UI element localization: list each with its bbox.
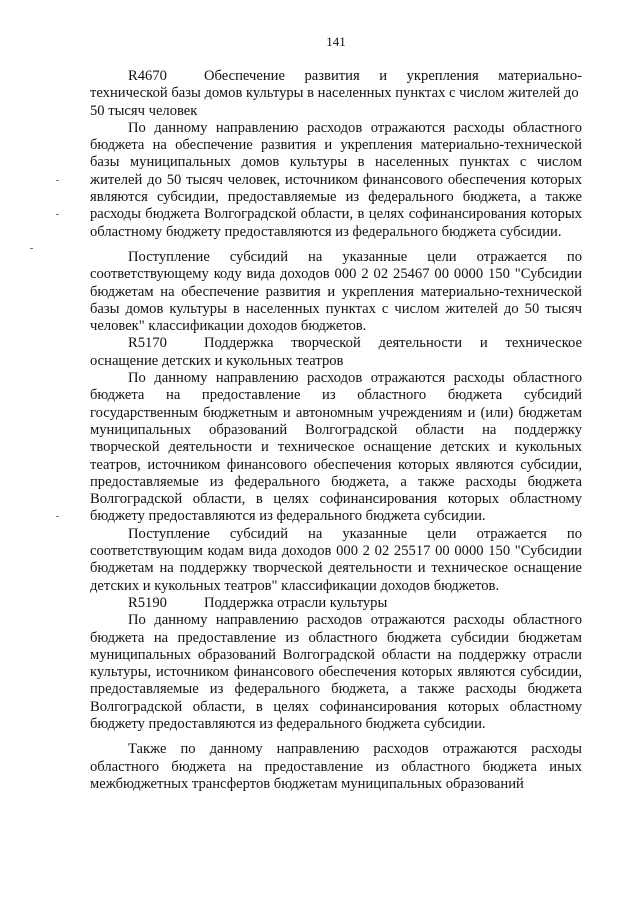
section-title-line: Поддержка отрасли культуры <box>204 594 388 611</box>
section-r5190 <box>90 595 582 612</box>
section-heading <box>90 335 582 352</box>
section-r4670 <box>90 68 582 120</box>
scan-artifact <box>30 248 33 249</box>
section-title <box>204 68 582 85</box>
document-page <box>90 34 582 793</box>
expense-code: R4670 <box>128 68 167 84</box>
paragraph: По данному направлению расходов отражаются расходы областного бюджета на обеспечение развития и укрепления материально-технической базы муниципальных домов культуры в населенных пунктах с числом жителей до 50 тысяч человек, источником финансового обеспечения которых являются субсидии, предоставляемые из федерального бюджета, а также расходы бюджета Волгоградской области, в целях софинансирования которых областному бюджету предоставляются из федерального бюджета субсидии. <box>90 119 582 240</box>
section-title <box>204 335 582 352</box>
page-number: 141 <box>326 34 346 49</box>
section-heading <box>90 595 582 612</box>
section-title-line: Поддержка творческой деятельности и техническое <box>204 335 582 352</box>
section-title-line: Обеспечение развития и укрепления материально- <box>204 68 582 84</box>
scan-artifact <box>56 180 59 181</box>
section-title-continuation: технической базы домов культуры в населенных пунктах с числом жителей до 50 тысяч человек <box>90 85 579 119</box>
expense-code: R5190 <box>128 594 167 611</box>
section-heading <box>90 68 582 85</box>
scan-artifact <box>56 516 59 517</box>
section-title-continuation: оснащение детских и кукольных театров <box>90 352 344 369</box>
paragraph: По данному направлению расходов отражаются расходы областного бюджета на предоставление из областного бюджета субсидии бюджетам муниципальных образований Волгоградской области на поддержку отрасли культуры, источником финансового обеспечения которых являются субсидии, предоставляемые из федерального бюджета, а также расходы бюджета Волгоградской области, в целях софинансирования которых областному бюджету предоставляются из федерального бюджета субсидии. <box>90 612 582 732</box>
section-title <box>204 595 582 612</box>
expense-code: R5170 <box>128 335 167 352</box>
section-r5170 <box>90 335 582 370</box>
paragraph: Поступление субсидий на указанные цели отражается по соответствующим кодам вида доходов 000 2 02 25517 00 0000 150 "Субсидии бюджетам на поддержку творческой деятельности и техническое оснащение детских и кукольных театров" классификации доходов бюджетов. <box>90 525 582 594</box>
paragraph: Поступление субсидий на указанные цели отражается по соответствующему коду вида доходов 000 2 02 25467 00 0000 150 "Субсидии бюджетам на обеспечение развития и укрепления материально-технической базы домов культуры в населенных пунктах с числом жителей до 50 тысяч человек" классификации доходов бюджетов. <box>90 248 582 335</box>
scan-artifact <box>56 214 59 215</box>
paragraph: По данному направлению расходов отражаются расходы областного бюджета на предоставление из областного бюджета субсидий государственным бюджетным и автономным учреждениям и (или) бюджетам муниципальных образований Волгоградской области на поддержку творческой деятельности и техническое оснащение детских и кукольных театров, источником финансового обеспечения которых являются субсидии, предоставляемые из федерального бюджета, а также расходы бюджета Волгоградской области, в целях софинансирования которых областному бюджету предоставляются из федерального бюджета субсидии. <box>90 370 582 525</box>
paragraph: Также по данному направлению расходов отражаются расходы областного бюджета на предоставление из областного бюджета иных межбюджетных трансфертов бюджетам муниципальных образований <box>90 741 582 792</box>
